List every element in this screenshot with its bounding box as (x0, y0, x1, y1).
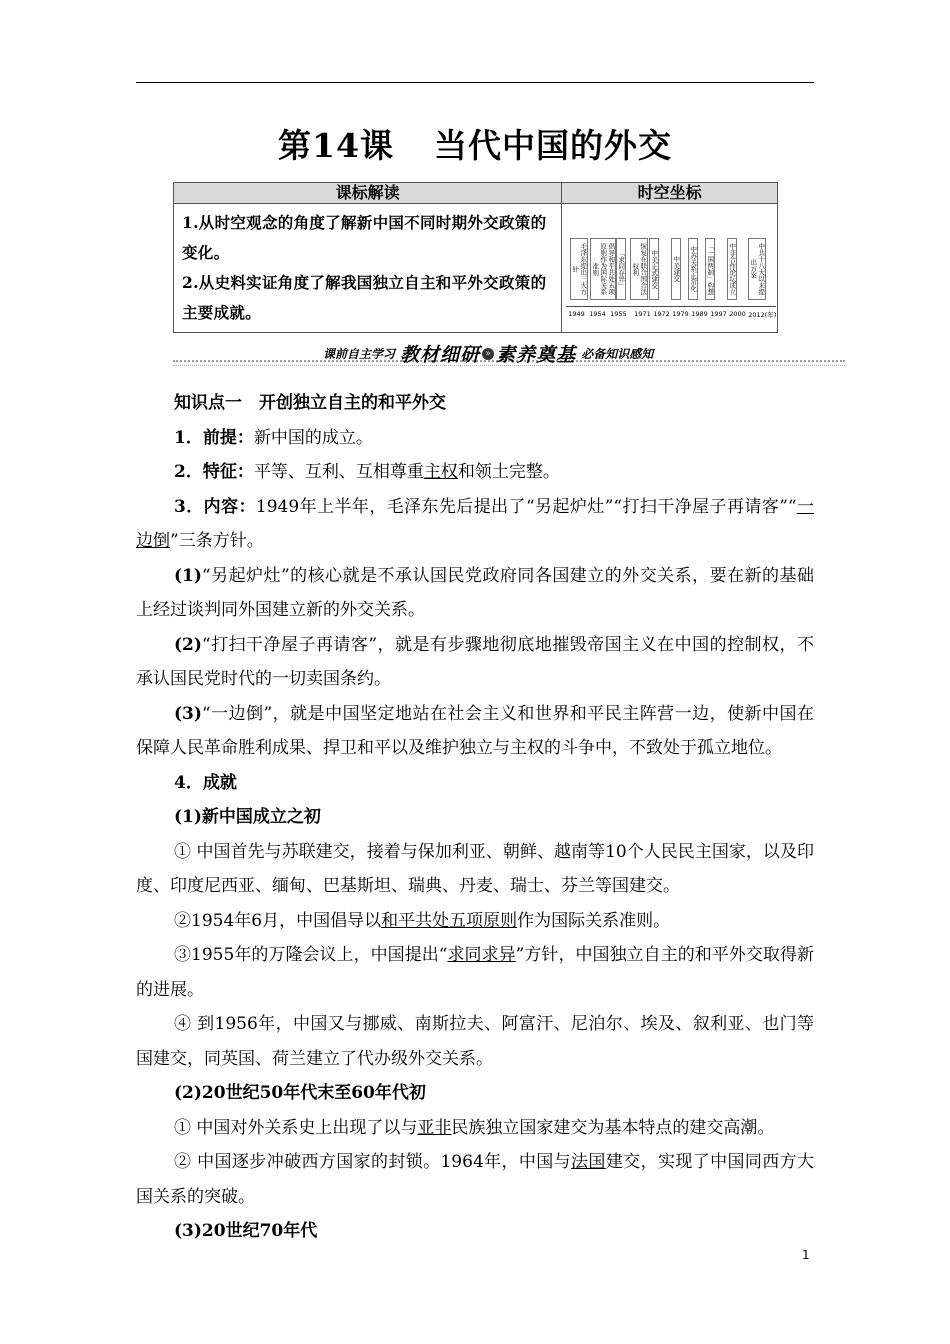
paragraph: ③1955年的万隆会议上，中国提出“求同求异”方针，中国独立自主的和平外交取得新的进展。 (136, 945, 814, 1000)
subheading: 4．成就 (174, 772, 237, 793)
timeline-event: 「求同存异」 (616, 238, 626, 300)
lesson-number: 第14课 (278, 126, 394, 165)
timeline-cell (562, 204, 778, 333)
paragraph: ④ 到1956年，中国又与挪威、南斯拉夫、阿富汗、尼泊尔、埃及、叙利亚、也门等国建交，同英国、荷兰建立了代办级外交关系。 (136, 1014, 814, 1069)
section-heading: 知识点一 开创独立自主的和平外交 (174, 393, 446, 413)
banner-main-1: 教材细研 (400, 344, 481, 366)
timeline-header: 时空坐标 (562, 183, 778, 204)
timeline-event: 毛泽东提出三大方针 (570, 238, 588, 300)
main-content (136, 386, 814, 1249)
paragraph: ① 中国对外关系史上出现了以与亚非民族独立国家建交为基本特点的建交高潮。 (174, 1117, 775, 1138)
timeline-event: 中美建交 (671, 238, 681, 300)
timeline-year: 2000 (729, 310, 746, 318)
underlined-term: 主权 (423, 462, 458, 482)
paragraph: 1．前提：新中国的成立。 (174, 427, 373, 448)
page-number: 1 (802, 1248, 810, 1262)
underlined-term: 亚非 (417, 1117, 452, 1138)
timeline-event: 中苏关系正常化 (688, 238, 698, 300)
intro-table (173, 182, 778, 333)
paragraph: (1)“另起炉灶”的核心就是不承认国民党政府同各国建立的外交关系，要在新的基础上经过谈判同外国建立新的外交关系。 (136, 565, 814, 620)
subheading: (2)20世纪50年代末至60年代初 (174, 1083, 426, 1103)
timeline-year: 1997 (710, 310, 727, 318)
subheading: (3)20世纪70年代 (174, 1221, 318, 1241)
timeline-year: 1979 (672, 310, 689, 318)
arrow-right-icon: » (482, 348, 494, 360)
subheading: (1)新中国成立之初 (174, 807, 321, 827)
timeline-year: 1954 (589, 310, 606, 318)
timeline-event: 中非合作论坛成立 (727, 238, 737, 300)
timeline-event: 倡导和平共处五项原则作为国际关系准则 (590, 238, 616, 300)
timeline-axis (566, 306, 776, 307)
goal-1: 1.从时空观念的角度了解新中国不同时期外交政策的变化。 (182, 213, 547, 262)
paragraph: 2．特征：平等、互利、互相尊重主权和领土完整。 (174, 462, 560, 482)
underlined-term: 和平共处五项原则 (381, 910, 518, 931)
underlined-term: 一边倒 (136, 496, 815, 551)
paragraph: 3．内容：1949年上半年，毛泽东先后提出了“另起炉灶”“打扫干净屋子再请客”“一边倒”三条方针。 (136, 496, 815, 551)
underlined-term: 法国 (571, 1152, 606, 1172)
timeline-event: 「一国两制」构想 (705, 238, 715, 300)
banner-right-text: 必备知识感知 (581, 347, 654, 361)
underlined-term: 求同求异 (447, 945, 516, 965)
banner-main-2: 素养奠基 (496, 344, 577, 366)
goals-header: 课标解读 (174, 183, 562, 204)
top-rule (136, 82, 814, 83)
timeline-event: 中美正式建交 (649, 238, 659, 300)
timeline-year: 1955 (610, 310, 627, 318)
lesson-name: 当代中国的外交 (433, 126, 672, 165)
timeline-year: 1971 (634, 310, 651, 318)
goals-cell (174, 204, 562, 333)
paragraph: ② 中国逐步冲破西方国家的封锁。1964年，中国与法国建交，实现了中国同西方大国关系的突破。 (136, 1152, 815, 1207)
paragraph: (2)“打扫干净屋子再请客”，就是有步骤地彻底地摧毁帝国主义在中国的控制权，不承认国民党时代的一切卖国条约。 (136, 634, 814, 689)
banner-left-text: 课前自主学习 (323, 347, 396, 361)
timeline-event: 恢复在联合国合法权利 (630, 238, 648, 300)
timeline-year: 1949 (568, 310, 585, 318)
timeline-year: 1972 (653, 310, 670, 318)
paragraph: ① 中国首先与苏联建交，接着与保加利亚、朝鲜、越南等10个人民民主国家，以及印度、印度尼西亚、缅甸、巴基斯坦、瑞典、丹麦、瑞士、芬兰等国建交。 (136, 841, 814, 896)
page-title (136, 120, 814, 167)
timeline-event: 中共十八大以来提出方案 (748, 238, 766, 300)
paragraph: (3)“一边倒”，就是中国坚定地站在社会主义和世界和平民主阵营一边，使新中国在保障人民革命胜利成果、捍卫和平以及维护独立与主权的斗争中，不致处于孤立地位。 (136, 703, 814, 758)
section-banner (173, 338, 845, 372)
paragraph: ②1954年6月，中国倡导以和平共处五项原则作为国际关系准则。 (174, 910, 671, 931)
timeline-year: 1989 (691, 310, 708, 318)
goal-2: 2.从史料实证角度了解我国独立自主和平外交政策的主要成就。 (182, 273, 547, 322)
timeline-year: 2012(年) (748, 311, 777, 319)
